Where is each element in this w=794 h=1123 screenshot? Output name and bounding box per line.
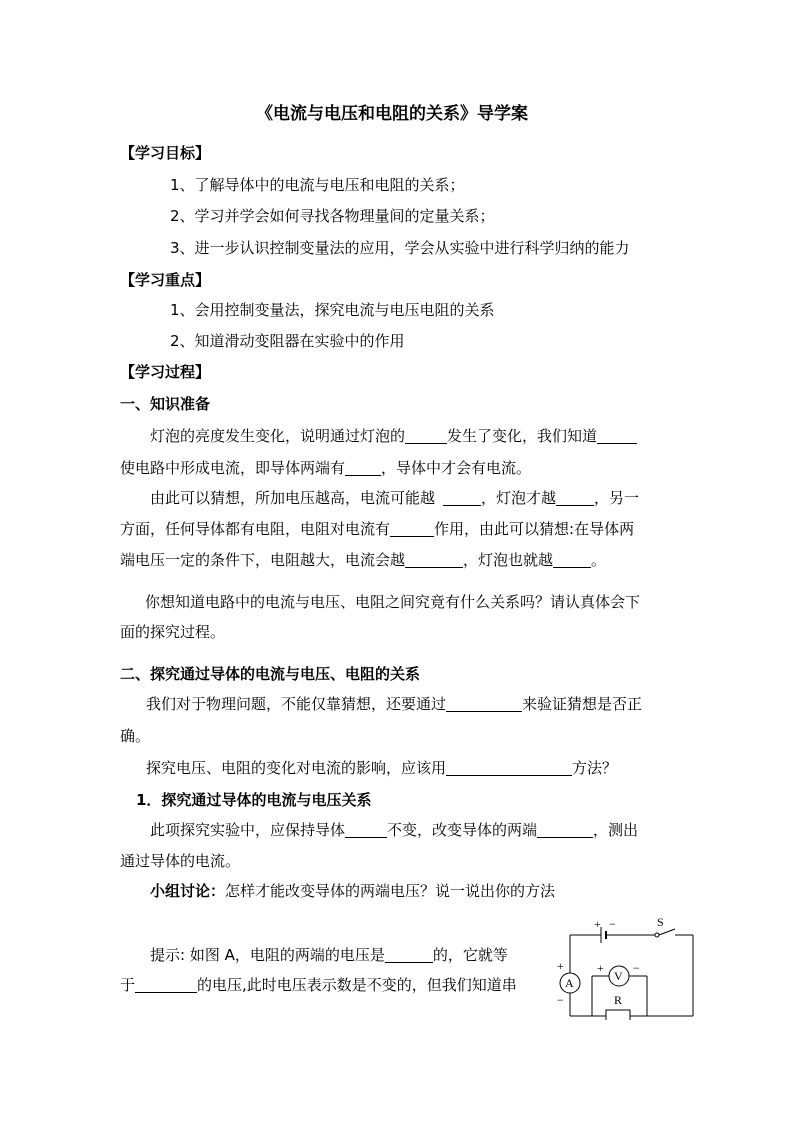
switch-blade (659, 929, 675, 935)
paragraph-line: 此项探究实验中，应保持导体 不变，改变导体的两端 ，测出 (150, 821, 639, 839)
paragraph-line: 通过导体的电流。 (120, 852, 241, 870)
ammeter-minus-sign: − (557, 993, 564, 1007)
objectives-heading: 【学习目标】 (120, 144, 211, 162)
process-heading: 【学习过程】 (120, 363, 211, 381)
ammeter-plus-sign: + (557, 959, 564, 973)
discussion-label: 小组讨论： (150, 882, 226, 900)
fill-blank[interactable] (446, 759, 572, 776)
fill-blank[interactable] (405, 551, 463, 568)
objective-item: 1、了解导体中的电流与电压和电阻的关系； (170, 176, 465, 194)
paragraph-line: 确。 (120, 727, 151, 745)
paragraph-line: 提示: 如图 A，电阻的两端的电压是 的，它就等 (150, 946, 508, 964)
resistor-label: R (614, 993, 623, 1007)
part1-heading: 一、知识准备 (120, 395, 211, 413)
voltmeter-plus-sign: + (597, 961, 604, 975)
paragraph-line: 方面，任何导体都有电阻，电阻对电流有 作用，由此可以猜想:在导体两 (120, 520, 635, 538)
voltmeter-minus-sign: − (633, 961, 640, 975)
fill-blank[interactable] (345, 821, 387, 838)
fill-blank[interactable] (345, 459, 381, 476)
part2-heading: 二、探究通过导体的电流与电压、电阻的关系 (120, 665, 421, 683)
key-points-heading: 【学习重点】 (120, 271, 211, 289)
battery-minus-sign: − (609, 917, 616, 931)
key-point-item: 2、知道滑动变阻器在实验中的作用 (170, 332, 405, 350)
fill-blank[interactable] (553, 551, 591, 568)
paragraph-line: 于 的电压,此时电压表示数是不变的，但我们知道串 (120, 976, 517, 994)
paragraph-line: 使电路中形成电流，即导体两端有 ，导体中才会有电流。 (120, 459, 532, 477)
key-point-item: 1、会用控制变量法，探究电流与电压电阻的关系 (170, 301, 495, 319)
fill-blank[interactable] (385, 946, 433, 963)
switch-label: S (657, 915, 664, 929)
paragraph-line: 我们对于物理问题，不能仅靠猜想，还要通过 来验证猜想是否正 (146, 695, 643, 713)
fill-blank[interactable] (405, 427, 447, 444)
sub-heading: 1．探究通过导体的电流与电压关系 (136, 791, 372, 809)
fill-blank[interactable] (443, 489, 481, 506)
paragraph-line: 由此可以猜想，所加电压越高，电流可能越 ，灯泡才越 ，另一 (150, 489, 640, 507)
battery-plus-sign: + (594, 917, 601, 931)
fill-blank[interactable] (135, 976, 197, 993)
paragraph-line: 端电压一定的条件下，电阻越大，电流会越 ，灯泡也就越 。 (120, 551, 607, 569)
page-title: 《电流与电压和电阻的关系》导学案 (256, 104, 528, 124)
fill-blank[interactable] (446, 695, 522, 712)
objective-item: 3、进一步认识控制变量法的应用，学会从实验中进行科学归纳的能力 (170, 239, 630, 257)
paragraph-line: 灯泡的亮度发生变化，说明通过灯泡的 发生了变化，我们知道 (150, 426, 637, 446)
paragraph-line: 探究电压、电阻的变化对电流的影响，应该用 方法？ (146, 759, 618, 777)
ammeter-label: A (565, 976, 574, 990)
paragraph-line: 面的探究过程。 (120, 623, 226, 641)
circuit-diagram (557, 914, 697, 1020)
fill-blank[interactable] (597, 427, 637, 444)
voltmeter-label: V (614, 969, 623, 983)
fill-blank[interactable] (556, 489, 594, 506)
fill-blank[interactable] (390, 520, 434, 537)
paragraph-line: 你想知道电路中的电流与电压、电阻之间究竟有什么关系吗？请认真体会下 (145, 593, 641, 611)
resistor (606, 1010, 630, 1020)
objective-item: 2、学习并学会如何寻找各物理量间的定量关系； (170, 207, 495, 225)
fill-blank[interactable] (537, 821, 593, 838)
discussion-line: 小组讨论：怎样才能改变导体的两端电压？说一说出你的方法 (150, 882, 556, 900)
